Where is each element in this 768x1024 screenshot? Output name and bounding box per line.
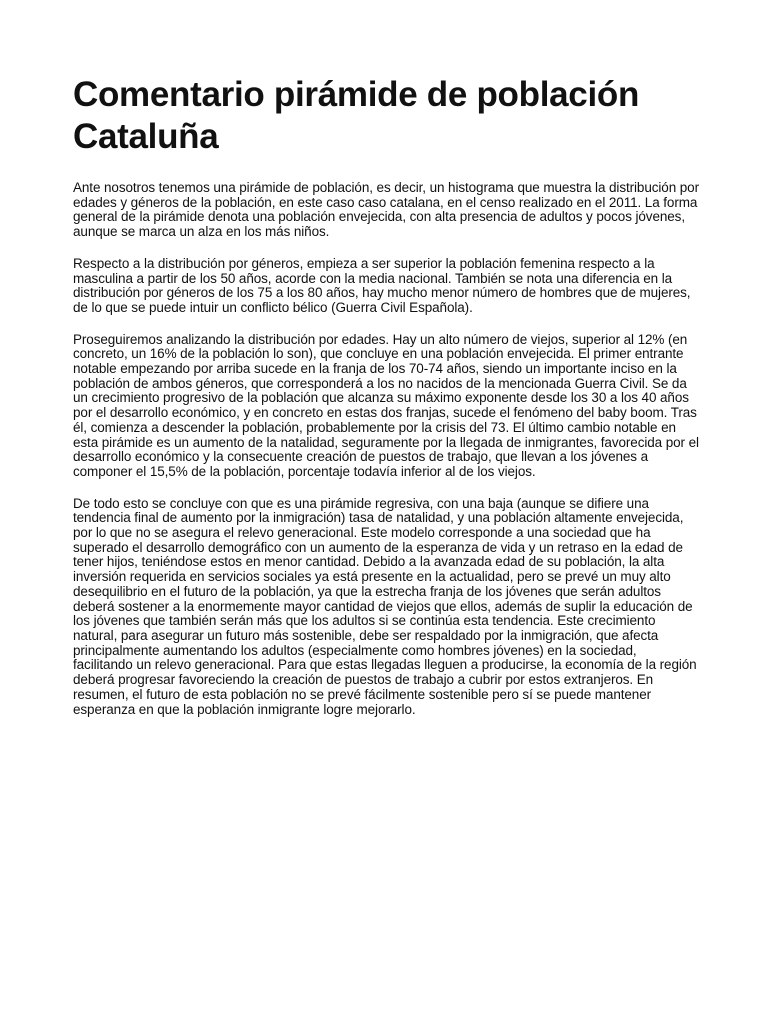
paragraph-conclusion: De todo esto se concluye con que es una pirámide regresiva, con una baja (aunque se difiere una tendencia final de aumento por la inmigración) tasa de natalidad, y una población altamente envejecida, por lo que no se asegura el relevo generacional. Este modelo corresponde a una sociedad que ha superado el desarrollo demográfico con un aumento de la esperanza de vida y un retraso en la edad de tener hijos, teniéndose estos en menor cantidad. Debido a la avanzada edad de su población, la alta inversión requerida en servicios sociales ya está presente en la actualidad, pero se prevé un muy alto desequilibrio en el futuro de la población, ya que la estrecha franja de los jóvenes que serán adultos deberá sostener a la enormemente mayor cantidad de viejos que ellos, además de suplir la educación de los jóvenes que también serán más que los adultos si se continúa esta tendencia. Este crecimiento natural, para asegurar un futuro más sostenible, debe ser respaldado por la inmigración, que afecta principalmente aumentando los adultos (especialmente como hombres jóvenes) en la sociedad, facilitando un relevo generacional. Para que estas llegadas lleguen a producirse, la economía de la región deberá progresar favoreciendo la creación de puestos de trabajo a cubrir por estos extranjeros. En resumen, el futuro de esta población no se prevé fácilmente sostenible pero sí se puede mantener esperanza en que la población inmigrante logre mejorarlo.	[73, 495, 697, 717]
document-title: Comentario pirámide de población Cataluña	[73, 75, 640, 156]
paragraph-gender-distribution: Respecto a la distribución por géneros, empieza a ser superior la población femenina respecto a la masculina a partir de los 50 años, acorde con la media nacional. También se nota una diferencia en la distribución por géneros de los 75 a los 80 años, hay mucho menor número de hombres que de mujeres, de lo que se puede intuir un conflicto bélico (Guerra Civil Española).	[73, 255, 691, 315]
paragraph-intro: Ante nosotros tenemos una pirámide de población, es decir, un histograma que muestra la distribución por edades y géneros de la población, en este caso caso catalana, en el censo realizado en el 2011. La forma general de la pirámide denota una población envejecida, con alta presencia de adultos y pocos jóvenes, aunque se marca un alza en los más niños.	[73, 180, 699, 240]
document-page	[73, 74, 699, 734]
paragraph-age-distribution: Proseguiremos analizando la distribución por edades. Hay un alto número de viejos, superior al 12% (en concreto, un 16% de la población lo son), que concluye en una población envejecida. El primer entrante notable empezando por arriba sucede en la franja de los 70-74 años, siendo un importante inciso en la población de ambos géneros, que corresponderá a los no nacidos de la mencionada Guerra Civil. Se da un crecimiento progresivo de la población que alcanza su máximo exponente desde los 30 a los 40 años por el desarrollo económico, y en concreto en estas dos franjas, sucede el fenómeno del baby boom. Tras él, comienza a descender la población, probablemente por la crisis del 73. El último cambio notable en esta pirámide es un aumento de la natalidad, seguramente por la llegada de inmigrantes, favorecida por el desarrollo económico y la consecuente creación de puestos de trabajo, que llevan a los jóvenes a componer el 15,5% de la población, porcentaje todavía inferior al de los viejos.	[73, 331, 699, 479]
